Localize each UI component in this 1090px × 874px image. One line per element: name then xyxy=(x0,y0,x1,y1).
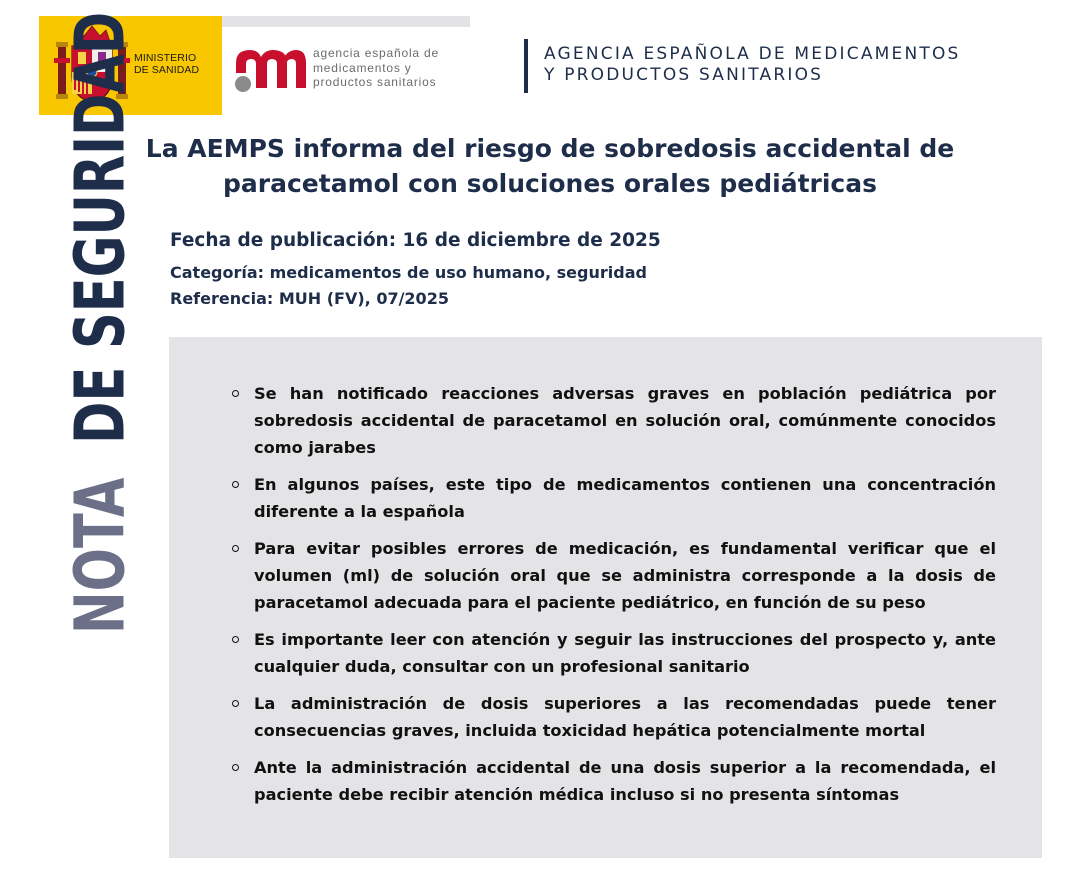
agency-name: AGENCIA ESPAÑOLA DE MEDICAMENTOS Y PRODUCTOS SANITARIOS xyxy=(544,44,961,85)
side-label-word-de-seguridad: DE SEGURIDAD xyxy=(61,11,142,444)
list-item: Es importante leer con atención y seguir las instrucciones del prospecto y, ante cualquier duda, consultar con un profesional sanitario xyxy=(254,626,996,680)
publication-date: Fecha de publicación: 16 de diciembre de 2025 xyxy=(170,230,661,251)
list-item: La administración de dosis superiores a las recomendadas puede tener consecuencias graves, incluida toxicidad hepática potencialmente mortal xyxy=(254,690,996,744)
list-item: En algunos países, este tipo de medicamentos contienen una concentración diferente a la española xyxy=(254,471,996,525)
list-item: Se han notificado reacciones adversas graves en población pediátrica por sobredosis accidental de paracetamol en solución oral, comúnmente conocidos como jarabes xyxy=(254,380,996,461)
category-line: Categoría: medicamentos de uso humano, seguridad xyxy=(170,263,647,282)
reference-line: Referencia: MUH (FV), 07/2025 xyxy=(170,289,449,308)
list-item: Para evitar posibles errores de medicación, es fundamental verificar que el volumen (ml) de solución oral que se administra corresponde a la dosis de paracetamol adecuada para el paciente pediátrico, en función de su peso xyxy=(254,535,996,616)
side-label-word-nota: NOTA xyxy=(61,477,142,634)
ministry-name: MINISTERIO DE SANIDAD xyxy=(134,52,200,76)
safety-note-side-label xyxy=(61,11,142,634)
header-divider xyxy=(524,39,528,93)
aemps-logo-text: agencia española de medicamentos y productos sanitarios xyxy=(313,46,439,89)
list-item: Ante la administración accidental de una dosis superior a la recomendada, el paciente debe recibir atención médica incluso si no presenta síntomas xyxy=(254,754,996,808)
key-points-list xyxy=(254,380,996,818)
header-accent-bar xyxy=(222,16,470,27)
aemps-logo-icon xyxy=(234,43,308,95)
document-title: La AEMPS informa del riesgo de sobredosis accidental de paracetamol con soluciones orales pediátricas xyxy=(145,134,955,198)
